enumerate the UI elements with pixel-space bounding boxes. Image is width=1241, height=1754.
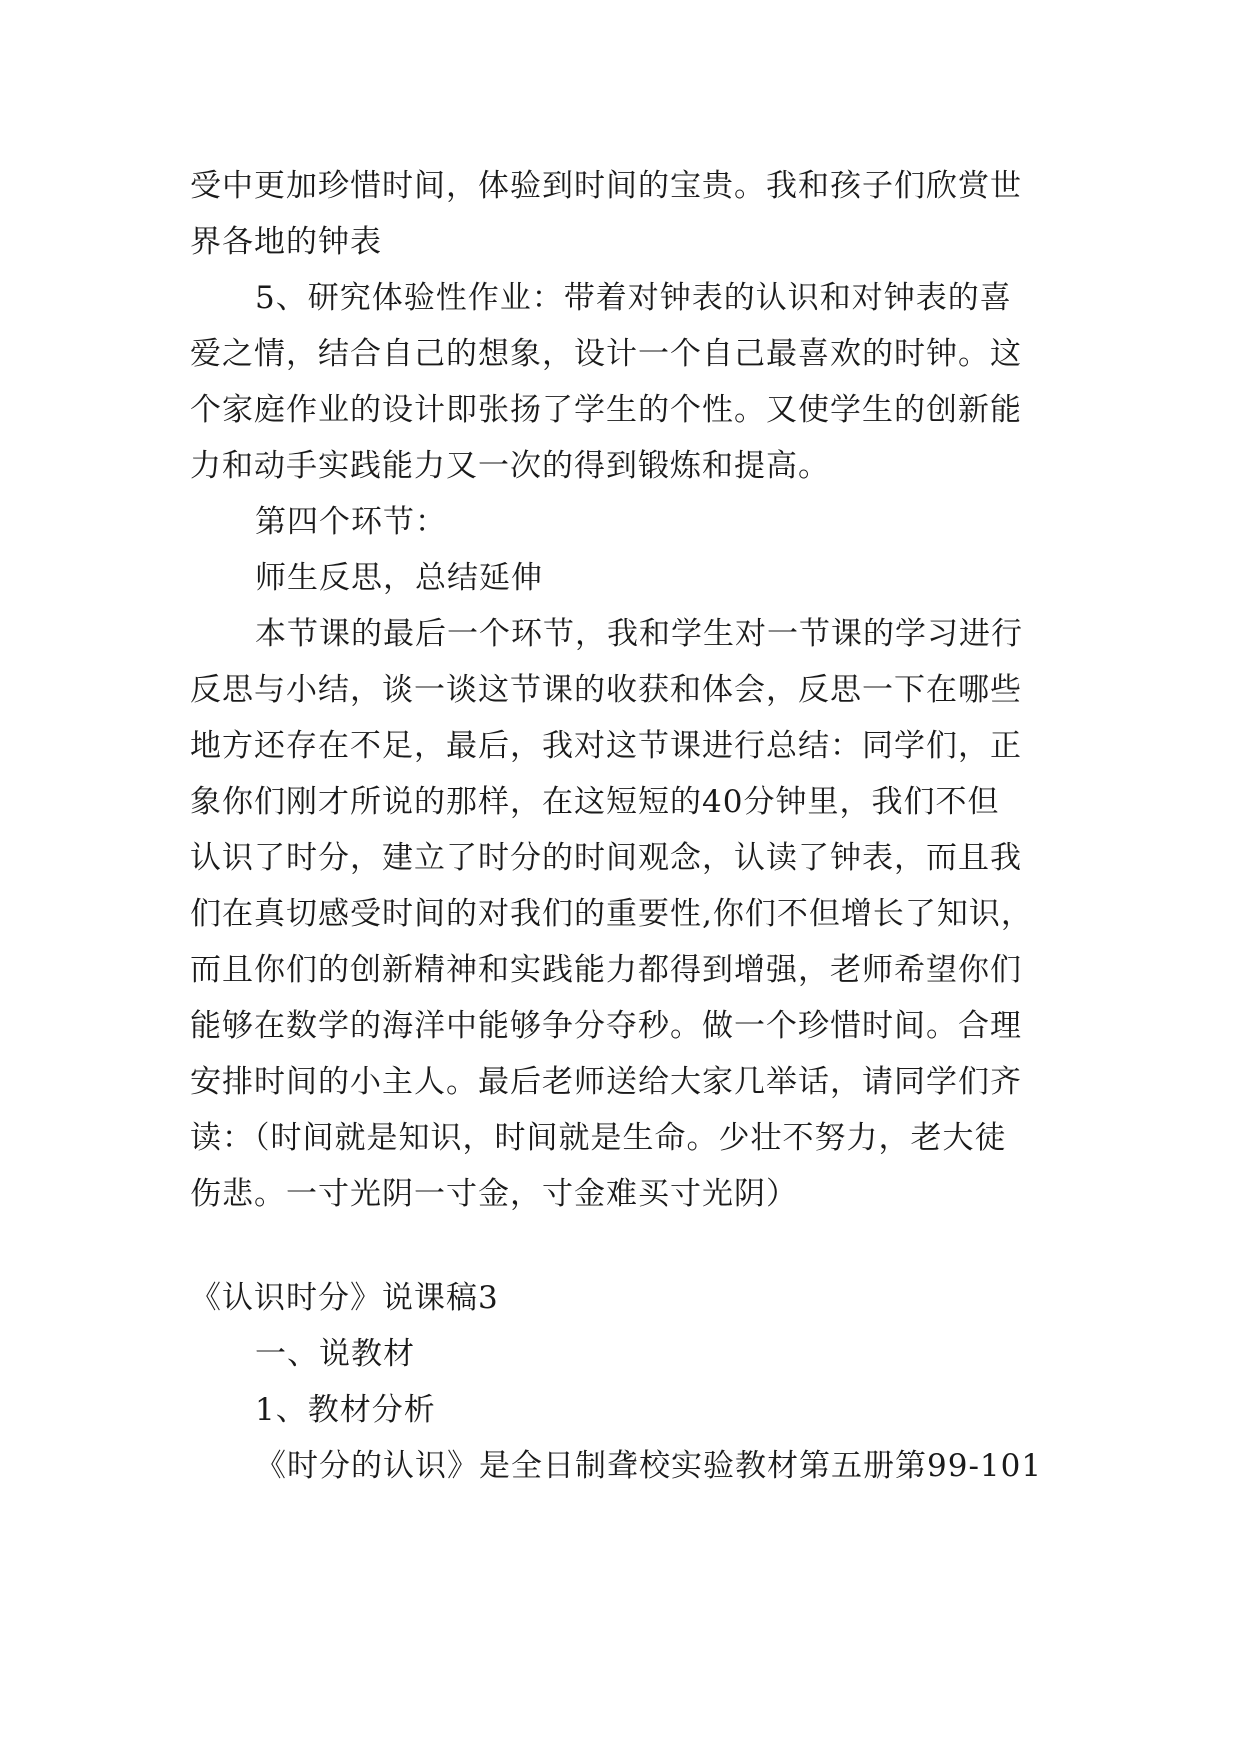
text-line: 读：（时间就是知识，时间就是生命。少壮不努力，老大徒 <box>190 1120 1007 1156</box>
text-line: 安排时间的小主人。最后老师送给大家几举话，请同学们齐 <box>190 1064 1022 1100</box>
text-line: 认识了时分，建立了时分的时间观念，认读了钟表，而且我 <box>190 840 1022 876</box>
text-line: 反思与小结，谈一谈这节课的收获和体会，反思一下在哪些 <box>190 672 1022 708</box>
document-title: 《认识时分》说课稿3 <box>190 1280 499 1316</box>
section-heading: 一、说教材 <box>255 1336 415 1372</box>
text-line: 5、研究体验性作业：带着对钟表的认识和对钟表的喜 <box>255 280 1012 316</box>
section-subheading: 师生反思，总结延伸 <box>255 560 543 596</box>
text-line: 界各地的钟表 <box>190 224 382 260</box>
text-line: 伤悲。一寸光阴一寸金，寸金难买寸光阴） <box>190 1176 798 1212</box>
text-line: 力和动手实践能力又一次的得到锻炼和提高。 <box>190 448 830 484</box>
text-line: 受中更加珍惜时间，体验到时间的宝贵。我和孩子们欣赏世 <box>190 168 1022 204</box>
text-line: 而且你们的创新精神和实践能力都得到增强，老师希望你们 <box>190 952 1022 988</box>
text-line: 个家庭作业的设计即张扬了学生的个性。又使学生的创新能 <box>190 392 1022 428</box>
text-line: 象你们刚才所说的那样，在这短短的40分钟里，我们不但 <box>190 784 1000 820</box>
text-line: 们在真切感受时间的对我们的重要性,你们不但增长了知识， <box>190 896 1033 932</box>
text-line: 本节课的最后一个环节，我和学生对一节课的学习进行 <box>255 616 1023 652</box>
text-line: 地方还存在不足，最后，我对这节课进行总结：同学们，正 <box>190 728 1022 764</box>
section-subheading: 1、教材分析 <box>255 1392 436 1428</box>
text-line: 《时分的认识》是全日制聋校实验教材第五册第99-101 <box>255 1448 1043 1484</box>
text-line: 爱之情，结合自己的想象，设计一个自己最喜欢的时钟。这 <box>190 336 1022 372</box>
text-line: 能够在数学的海洋中能够争分夺秒。做一个珍惜时间。合理 <box>190 1008 1022 1044</box>
section-heading: 第四个环节： <box>255 504 447 540</box>
